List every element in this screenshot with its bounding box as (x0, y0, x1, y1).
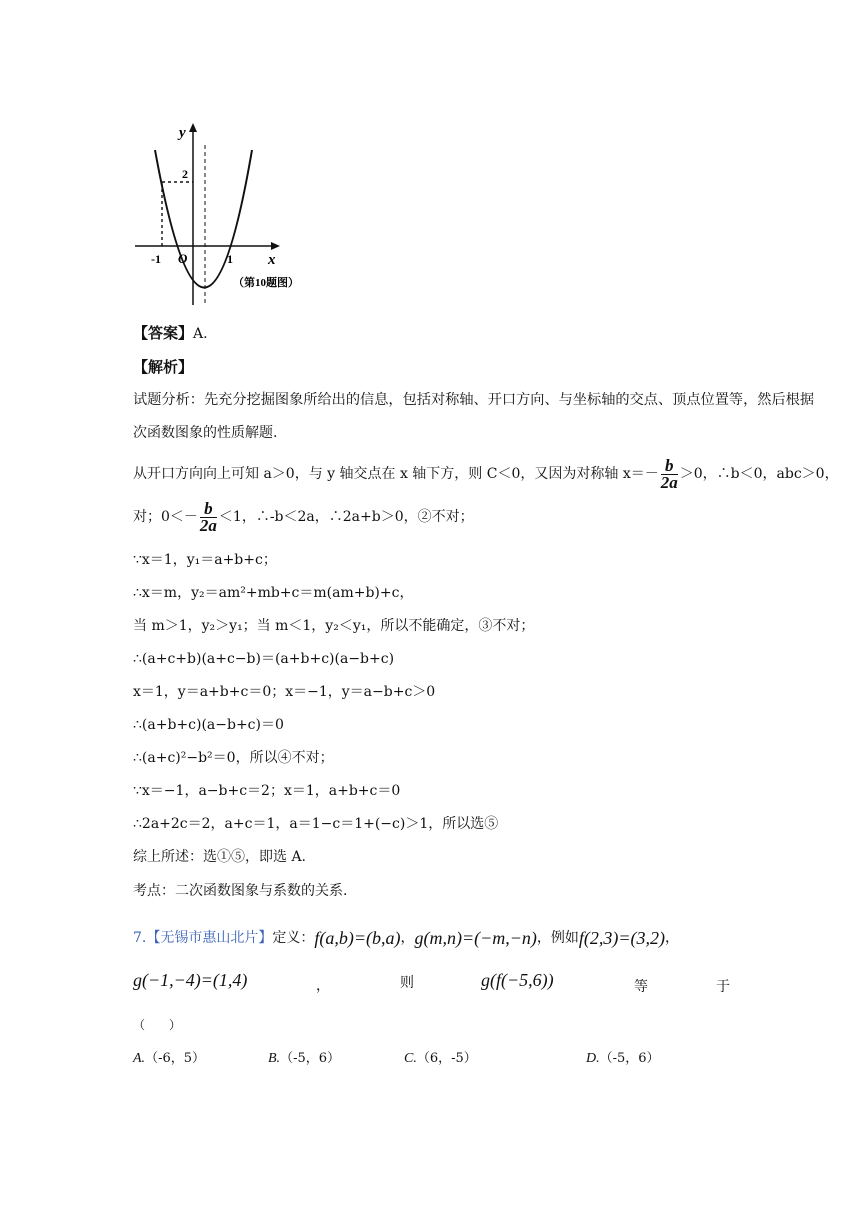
analysis-text-2: 次函数图象的性质解题. (133, 425, 278, 441)
line4-part-b: ＜1，∴-b＜2a，∴2a+b＞0，②不对； (218, 509, 474, 525)
frac2-denominator: 2a (199, 515, 217, 535)
g-definition: g(m,n)=(−m,−n) (414, 928, 537, 948)
frac2-numerator: b (200, 501, 217, 518)
analysis-text-15: 考点：二次函数图象与系数的关系. (133, 883, 348, 899)
tick-1-label: 1 (227, 252, 233, 266)
analysis-text-7: 当 m＞1，y₂＞y₁；当 m＜1，y₂＜y₁，所以不能确定，③不对； (133, 618, 535, 634)
analysis-text-13: ∴2a+2c＝2，a+c＝1，a＝1−c＝1+(−c)＞1，所以选⑤ (133, 816, 499, 832)
option-a[interactable] (133, 1047, 205, 1070)
analysis-text-10: ∴(a+b+c)(a−b+c)＝0 (133, 717, 284, 733)
example-2: g(−1,−4)=(1,4) (133, 970, 248, 990)
analysis-text-3 (133, 452, 839, 496)
example-1: f(2,3)=(3,2) (578, 928, 666, 948)
option-c[interactable] (404, 1047, 477, 1070)
f-definition: f(a,b)=(b,a) (314, 928, 401, 948)
line3-part-b: ＞0，∴b＜0，abc＞0， (679, 466, 839, 482)
word-ze: 则 (400, 975, 414, 991)
option-d[interactable] (586, 1047, 660, 1070)
y-axis-arrow (189, 123, 197, 132)
line3-part-a: 从开口方向向上可知 a＞0，与 y 轴交点在 x 轴下方，则 C＜0，又因为对称轴 x＝－ (133, 466, 659, 482)
question-7-line-1 (133, 924, 679, 952)
option-d-letter: D. (586, 1051, 600, 1066)
origin-label: O (178, 251, 188, 266)
tick-neg1-label: -1 (151, 252, 161, 266)
option-c-value: （6，-5） (416, 1051, 477, 1066)
analysis-text-14: 综上所述：选①⑤，即选 A. (133, 849, 307, 865)
comma-4: ， (316, 978, 330, 994)
analysis-text-6: ∴x＝m，y₂＝am²+mb+c＝m(am+b)+c， (133, 585, 414, 601)
option-b-letter: B. (268, 1051, 281, 1066)
word-yu: 于 (716, 979, 730, 995)
analysis-text-4 (133, 495, 474, 539)
option-d-value: （-5，6） (599, 1051, 660, 1066)
parabola-curve (155, 150, 252, 288)
fraction-b-over-2a (660, 455, 678, 492)
figure-caption: （第10题图） (233, 277, 299, 289)
analysis-text-5: ∵x＝1，y₁＝a+b+c； (133, 552, 277, 568)
comma-2: ，例如 (536, 930, 579, 946)
line4-part-a: 对；0＜－ (133, 509, 198, 525)
y-axis-label: y (179, 125, 186, 141)
analysis-text-12: ∵x＝−1，a−b+c＝2；x＝1，a+b+c＝0 (133, 783, 401, 799)
answer-line (133, 322, 208, 345)
analysis-line (133, 356, 193, 379)
option-a-letter: A. (133, 1051, 146, 1066)
comma-3: ， (665, 930, 680, 946)
answer-label: 【答案】 (133, 324, 194, 342)
answer-parentheses: （ ） (133, 1018, 182, 1032)
parabola-figure (130, 115, 330, 315)
analysis-text-11: ∴(a+c)²−b²＝0，所以④不对； (133, 750, 334, 766)
frac-denominator: 2a (660, 472, 678, 492)
option-a-value: （-6，5） (145, 1051, 205, 1066)
analysis-text-8: ∴(a+c+b)(a+c−b)＝(a+b+c)(a−b+c) (133, 651, 395, 667)
tick-2-label: 2 (182, 167, 188, 181)
option-c-letter: C. (404, 1051, 417, 1066)
option-b-value: （-5，6） (280, 1051, 340, 1066)
question-7-prefix: 7.【无锡市惠山北片】 (133, 930, 273, 946)
analysis-text-1: 试题分析：先充分挖掘图象所给出的信息，包括对称轴、开口方向、与坐标轴的交点、顶点位置等，然后根据 (133, 392, 815, 408)
comma-1: ， (400, 930, 415, 946)
question-7-def-label: 定义： (272, 930, 315, 946)
x-axis-label: x (268, 252, 276, 268)
analysis-text-9: x＝1，y＝a+b+c＝0；x＝−1，y＝a−b+c＞0 (133, 684, 436, 700)
word-deng: 等 (634, 979, 648, 995)
fraction-b-over-2a-2 (199, 498, 217, 535)
expression-g-f: g(f(−5,6)) (481, 970, 554, 990)
x-axis-arrow (271, 242, 280, 250)
option-b[interactable] (268, 1047, 340, 1070)
answer-text: A. (193, 326, 208, 342)
analysis-label: 【解析】 (133, 358, 194, 376)
frac-numerator: b (661, 458, 678, 475)
